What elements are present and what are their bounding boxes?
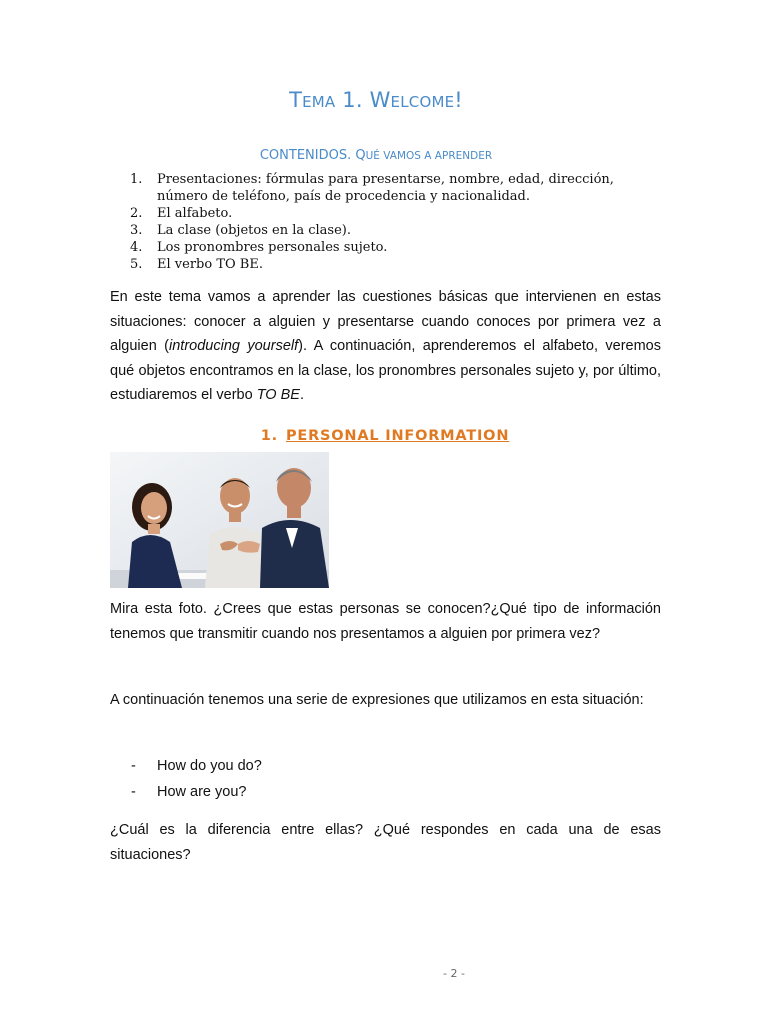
page-number: - 2 - [443,967,465,980]
handshake-photo [110,452,329,588]
question-paragraph: Mira esta foto. ¿Crees que estas personas se conocen?¿Qué tipo de información tenemos que transmitir cuando nos presentamos a alguien por primera vez? [110,601,661,642]
section-heading: 1. PERSONAL INFORMATION [260,428,510,444]
expressions-intro-paragraph: A continuación tenemos una serie de expresiones que utilizamos en esta situación: [110,692,644,708]
list-item: 2. El alfabeto. [130,206,233,221]
list-item: 4. Los pronombres personales sujeto. [130,240,388,255]
contents-heading: CONTENIDOS. QUÉ VAMOS A APRENDER [259,148,493,163]
list-item: 3. La clase (objetos en la clase). [130,223,351,238]
expressions-list [131,753,631,805]
photo-illustration [110,452,329,588]
list-item: - How do you do? [131,758,262,774]
page-title: TEMA 1. WELCOME! [289,88,463,112]
intro-paragraph: En este tema vamos a aprender las cuestiones básicas que intervienen en estas situaciones: conocer a alguien y presentarse cuando conoces por primera vez a alguien (introducing yourself). A continuación, aprenderemos el alfabeto, veremos qué objetos encontramos en la clase, los pronombres personales sujeto y, por último, estudiaremos el verbo TO BE. [110,289,661,403]
list-item: 5. El verbo TO BE. [130,257,263,272]
closing-question-paragraph: ¿Cuál es la diferencia entre ellas? ¿Qué respondes en cada una de esas situaciones? [110,822,661,863]
list-item: - How are you? [131,784,247,800]
list-item: 1. Presentaciones: fórmulas para presentarse, nombre, edad, dirección, número de teléfono, país de procedencia y nacionalidad. [130,172,614,204]
contents-list [130,171,650,273]
